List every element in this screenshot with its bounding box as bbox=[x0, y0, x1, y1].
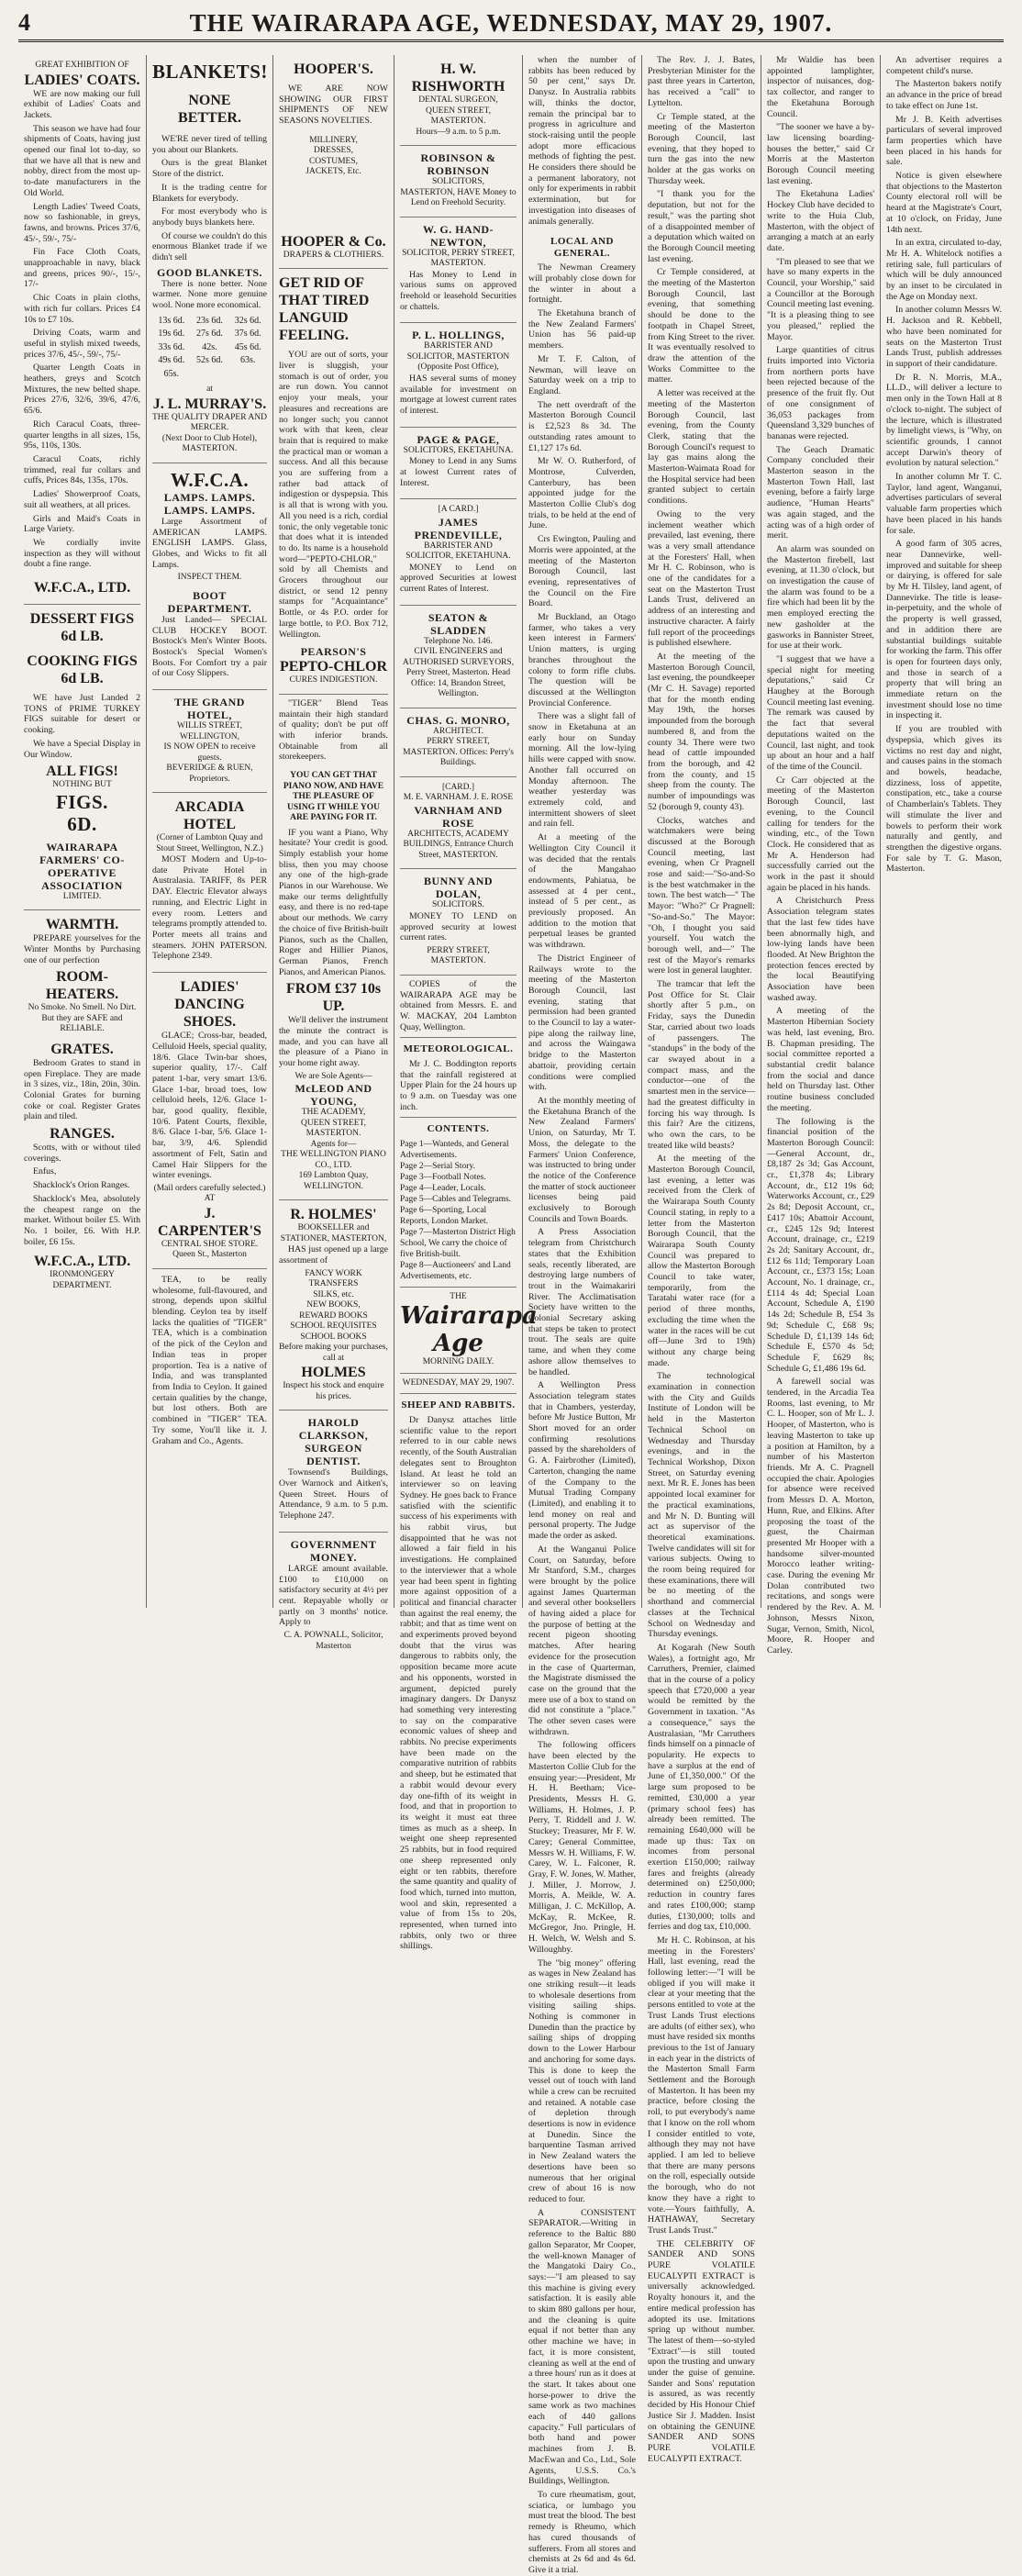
advertiser-name: J. CARPENTER'S bbox=[158, 1205, 261, 1239]
ad-item: Quarter Length Coats in heathers, greys and Scotch Mixtures, the new belted shape. Prices 27/6, 32/6, 39/6, 47/6, 65/6. bbox=[24, 362, 140, 417]
column-3 bbox=[273, 55, 394, 1651]
advertiser-address: Perry Street, Masterton. Head Office: 14, Brandon Street, Wellington. bbox=[405, 668, 511, 699]
ad-subhead: BETTER. bbox=[178, 110, 241, 126]
ad-body: PREPARE yourselves for the Winter Months by Purchasing one of our perfection bbox=[24, 933, 140, 965]
advertiser-name: WAIRARAPA FARMERS' CO-OPERATIVE ASSOCIATION bbox=[39, 840, 125, 892]
paper-nameplate bbox=[400, 1291, 538, 1389]
ad-body: Ours is the great Blanket Store of the district. bbox=[152, 158, 267, 180]
news-item: A Christchurch Press Association telegram states that the last few tides have been abnormally high, and low-lying lands have been flooded. At New Brighton the protection fences erected by the local Beautifying Association have been washed away. bbox=[767, 896, 874, 1003]
ad-headline: COOKING FIGS bbox=[27, 653, 138, 670]
ad-item: Ladies' Showerproof Coats, suit all weathers, at all prices. bbox=[24, 489, 140, 510]
news-item: A Press Association telegram from Christchurch states that the Exhibition seals, recently liberated, are destroying large numbers of trout in the Waimakariri River. The Acclimatisation Society have written to the Colonial Secretary asking that steps be taken to protect trout. The seals are quite tame, and when they come ashore allow themselves to be handled. bbox=[528, 1227, 636, 1377]
ad-item: Shacklock's Mea, absolutely the cheapest range on the market. Without boiler £5. With No. 1 boiler, £6. With H.P. boiler, £6 15s. bbox=[24, 1193, 140, 1247]
chamberlain-ad: If you are troubled with dyspepsia, which gives its victims no rest day and night, and causes pains in the stomach and bowels, headache, dizziness, loss of appetite, constipation, etc., take a course of Chamberlain's Tablets. They will stimulate the liver and bowels to perform their work naturally and gently, and strengthen the digestive organs. For sale by T. G. Mason, Masterton. bbox=[886, 724, 1002, 875]
news-item: At Kogarah (New South Wales), a fortnight ago, Mr Carruthers, Premier, claimed that in the course of a policy speech that £720,000 a year would be remitted by the Government in taxation. "As a consequence," says the Australasian, "Mr Carruthers finds himself on a pinnacle of popularity. He expects to have a surplus at the end of June of £1,350,000." Of the large sum proposed to be remitted, £30,000 a year (primary school fees) has already been remitted. The remaining £640,000 will be made up thus: Tax on incomes from personal exertion £150,000; railway fares and freights (already determined on) £250,000; reduction in country fares and rates £100,000; stamp duties, £130,000; tolls and ferries and dog tax, £10,000. bbox=[648, 1642, 755, 1933]
clarkson-ad bbox=[279, 1411, 388, 1533]
price-cell: 32s 6d. bbox=[234, 315, 261, 326]
advertiser-town: MASTERTON. bbox=[182, 444, 238, 454]
advertiser-address: QUEEN STREET, MASTERTON. bbox=[300, 1118, 367, 1139]
news-item: Mr T. F. Calton, of Newman, will leave on Saturday week on a trip to England. bbox=[528, 353, 636, 396]
ad-item: SCHOOL REQUISITES bbox=[290, 1321, 377, 1332]
contents-item: Page 1—Wanteds, and General Advertisements. bbox=[400, 1139, 509, 1160]
card-label: [CARD.] bbox=[441, 782, 475, 792]
ad-item: FANCY WORK bbox=[305, 1268, 362, 1278]
divider bbox=[400, 1117, 517, 1118]
contents-item: Page 7—Masterton District High School, We carry the choice of five British-built. bbox=[400, 1227, 516, 1259]
copies-notice: COPIES of the WAIRARAPA AGE may be obtained from Messrs. E. and W. MACKAY, 204 Lambton Quay, Wellington. bbox=[400, 978, 517, 1032]
ad-headline: DANCING SHOES. bbox=[174, 997, 245, 1031]
advertiser-name: P. L. HOLLINGS, bbox=[412, 329, 505, 342]
ad-body: This season we have had four shipments of Coats, having just opened our final lot to-day, so that we have all that is new and nobby, direct from the most up-to-date manufacturers in the Old World. bbox=[24, 123, 140, 198]
advertiser-name: PEARSON'S bbox=[300, 645, 367, 659]
news-item: Mr Waldie has been appointed lamplighter, inspector of nuisances, dog-tax collector, and ranger to the Eketahuna Borough Council. bbox=[767, 55, 874, 119]
news-item: In an extra, circulated to-day, Mr H. A. Whitelock notifies a retiring sale, full particulars of which will be duly announced by an inset to be circulated in the Age on Monday next. bbox=[886, 238, 1002, 302]
separator-ad: A CONSISTENT SEPARATOR.—Writing in reference to the Baltic 880 gallon Separator, Mr Cooper, the well-known Manager of the Mangatoki Dairy Co., says:—"I am pleased to say this machine is giving every satisfaction. It is easily able to skim 880 gallons per hour, and the cleaning is quite equal if not better than any other machine we have; in fact, it is more consistent, cleaning as well at the end of a three hours' run as it does at the start. It takes about one horse-power to drive the same work as two machines each of 440 gallons capacity." Full particulars of both hand and power machines from J. B. MacEwan and Co., Ltd., Sole Agents, U.S.S. Co.'s Buildings, Wellington. bbox=[528, 2207, 636, 2487]
ladies-coats-ad bbox=[24, 55, 140, 605]
ad-item: REWARD BOOKS bbox=[299, 1310, 368, 1321]
news-item: Cr Temple considered, at the meeting of the Masterton Borough Council, last evening, that something should be done to the footpath in Chapel Street, from King Street to the river. It was eventually resolved to draw the attention of the Works Committee to the matter. bbox=[648, 267, 755, 385]
news-item: The nett overdraft of the Masterton Borough Council is £2,523 8s 3d. The outstanding rates amount to £1,127 17s 6d. bbox=[528, 399, 636, 453]
ad-headline: GET RID OF THAT TIRED LANGUID FEELING. bbox=[279, 275, 370, 344]
ad-body: We have a Special Display in Our Window. bbox=[24, 738, 140, 760]
ad-body: Of course we couldn't do this enormous Blanket trade if we didn't sell bbox=[152, 230, 267, 263]
advertiser-name: JAMES PRENDEVILLE, bbox=[414, 515, 503, 541]
advertiser-hours: Hours—9 a.m. to 5 p.m. bbox=[416, 127, 501, 137]
pepto-chlor-ad bbox=[279, 269, 388, 694]
ad-subhead: NONE bbox=[188, 93, 231, 108]
ad-body: GLACE; Cross-bar, beaded, Celluloid Heels, special quality, 18/6. Glace Twin-bar shoes, superior quality, 17/-. Calf patent 1-bar, very smart 13/6. Glace 1-bar, broad toes, low celluloid heels, 12/6. Glace 1-bar, good quality, flexible, 10/6. Patent Courts, flexible, 8/6. Glace 1-bar, 5/6. Glace 1-bar, 3/9, 4/6. Splendid assortment of Felt, Satin and Camel Hair Slippers for the winter evenings. bbox=[152, 1031, 267, 1181]
ad-feature: But they are SAFE and RELIABLE. bbox=[41, 1013, 123, 1034]
advertiser-sub: ARCHITECT. bbox=[433, 726, 483, 736]
heaters-ad bbox=[24, 910, 140, 1299]
ad-item: NEW BOOKS, bbox=[306, 1300, 361, 1310]
ad-headline: ALL FIGS! bbox=[46, 764, 118, 780]
ad-headline: WARMTH. bbox=[45, 917, 119, 933]
price-row bbox=[152, 315, 267, 329]
ad-subhead: NOTHING BUT bbox=[52, 780, 112, 790]
advertiser-sub: SOLICITORS, bbox=[431, 177, 485, 186]
ad-item: Shacklock's Orion Ranges. bbox=[33, 1180, 130, 1191]
ad-body: Money to Lend in any Sums at lowest Current rates of Interest. bbox=[400, 456, 517, 488]
advertiser-sub: SOLICITORS, EKETAHUNA. bbox=[403, 445, 514, 455]
ad-subhead: LAMPS. LAMPS. LAMPS. LAMPS. bbox=[163, 490, 256, 517]
contents-item: Page 3—Football Notes. bbox=[400, 1172, 486, 1182]
advertiser-sub: BOOKSELLER and STATIONER, MASTERTON, bbox=[280, 1223, 387, 1243]
advertiser-name: VARNHAM AND ROSE bbox=[414, 803, 503, 830]
advertiser-sub: CIVIL ENGINEERS and AUTHORISED SURVEYORS, bbox=[402, 647, 515, 667]
advertiser-sub: ARCHITECTS, ACADEMY BUILDINGS, Entrance Church Street, MASTERTON. bbox=[403, 829, 514, 860]
ad-headline: GRATES. bbox=[50, 1041, 114, 1057]
price-row bbox=[152, 368, 267, 382]
advertiser-name: BUNNY AND DOLAN, bbox=[423, 875, 494, 901]
advertiser-name: PAGE & PAGE, bbox=[417, 432, 500, 446]
ad-item: Chic Coats in plain cloths, with rich fur collars. Prices £4 10s to £7 10s. bbox=[24, 293, 140, 325]
price-cell: 45s 6d. bbox=[234, 341, 261, 352]
column-1 bbox=[18, 55, 147, 1608]
advertiser-sub: DRAPERS & CLOTHIERS. bbox=[283, 250, 384, 260]
advertiser-dept: IRONMONGERY DEPARTMENT. bbox=[50, 1270, 115, 1290]
news-item: The following officers have been elected by the Masterton Collie Club for the ensuing year:—President, Mr H. H. Beetham; Vice-Presidents, Messrs H. G. Williams, H. Holmes, J. P. Perry, T. Riddell and J. W. Stuckey; Treasurer, Mr F. W. Carey; General Committee, Messrs W. H. Williams, F. W. Carey, W. L. Falconer, R. Gray, F. W. Jones, W. Mather, J. Miller, J. Morrow, J. Morris, A. Meikle, W. A. Milligan, J. C. McKillop, A. McKay, R. McKee, R. McGregor, Jno. Pringle, H. H. Welch, W. Welsh and S. Willoughby. bbox=[528, 1740, 636, 1955]
advertiser-name: W.F.C.A., LTD. bbox=[33, 1254, 131, 1270]
price-cell bbox=[191, 368, 229, 382]
news-item: Mr H. C. Robinson, at his meeting in the Foresters' Hall, last evening, read the following letter:—"I will be obliged if you will make it clear at your meeting that the persons entitled to vote at the Trust Lands Trust elections are adults (of either sex), who must have resided six months previous to the 1st of January in each year in the districts of the Masterton Small Farm Settlement and the Borough of Masterton. It has been my practice, before closing the roll, to put everybody's name that I know on the roll whom I consider entitled to vote, although they may not have applied. I am led to believe that there are many persons on the roll, especially outside the borough, who do not know they have a right to vote.—Yours faithfully, A. HATHAWAY, Secretary Trust Lands Trust." bbox=[648, 1935, 755, 2236]
news-item: There was a slight fall of snow in Eketahuna at an early hour on Sunday morning. All the low-lying hills were capped with snow. Another fall occurred on Monday afternoon. The weather yesterday was extremely cold, and intermittent showers of sleet and rain fell. bbox=[528, 711, 636, 830]
ad-footer: We cordially invite inspection as they will without doubt a fine range. bbox=[24, 537, 140, 570]
hand-newton-card bbox=[400, 217, 517, 324]
ad-price: FROM £37 10s UP. bbox=[285, 981, 382, 1015]
news-item: Owing to the very inclement weather which prevailed, last evening, there was a very small attendance at the Foresters' Hall, when Mr H. C. Robinson, who is one of the candidates for a seat on the Masterton Trust Lands Trust, delivered an address of an interesting and instructive character. A fairly full report of the proceedings is published elsewhere. bbox=[648, 508, 755, 649]
ad-item: Enfus, bbox=[33, 1166, 57, 1177]
advertiser-name: THE WELLINGTON PIANO CO., LTD. bbox=[281, 1150, 386, 1170]
ad-body: Has Money to Lend in various sums on approved freehold or leasehold Securities or chattels. bbox=[400, 269, 517, 312]
price-row bbox=[152, 341, 267, 355]
divider bbox=[400, 1287, 517, 1288]
advertiser-name: HAROLD CLARKSON, SURGEON DENTIST. bbox=[298, 1416, 369, 1468]
ad-note: (Mail orders carefully selected.) bbox=[153, 1183, 266, 1193]
nameplate-title: Wairarapa Age bbox=[400, 1302, 538, 1358]
ad-body: HAS several sums of money available for investment on mortgage at lowest current rates of interest. bbox=[400, 373, 517, 416]
ad-at: AT bbox=[204, 1194, 216, 1204]
news-item: The tramcar that left the Post Office for St. Clair shortly after 5 p.m., on Friday, says the Dunedin Star, carried about two loads of passengers. The "standups" in the body of the car swayed about in a compact mass, and the conductor—one of the smartest men in the service—had the greatest difficulty in forcing his way through. Is this fair? Are the citizens, who own the cars, to be treated like wild beasts? bbox=[648, 979, 755, 1151]
news-item: Large quantities of citrus fruits imported into Victoria from northern ports have been rejected because of the presence of the fruit fly. Out of one consignment of 36,053 packages from Queensland 3,329 bunches of bananas were rejected. bbox=[767, 345, 874, 441]
advertiser-name: CHAS. G. MONRO, bbox=[406, 713, 510, 727]
ad-item: Scotts, with or without tiled coverings. bbox=[24, 1143, 140, 1164]
ad-headline: W.F.C.A. bbox=[170, 468, 250, 491]
leader-continued: when the number of rabbits has been reduced by 50 per cent," says Dr. Danysz. In Australia rabbits will, thinks the doctor, remain the principal bar to progress in agriculture and stock-raising until the people adopt more efficacious methods of fighting the pest. He considers there should be a permanent laboratory, not only for experiments in rabbit extermination, but for investigation into diseases of animals generally. bbox=[528, 55, 636, 227]
government-money-ad bbox=[279, 1533, 388, 1659]
news-item: The Eketahuna Ladies' Hockey Club have decided to write to the Huia Club, Masterton, with the object of arranging a match at an early date. bbox=[767, 189, 874, 253]
price-cell: 33s 6d. bbox=[158, 341, 185, 352]
news-item: At a meeting of the Wellington City Council it was decided that the rentals of the Mangahao endowments, Pahiatua, be assessed at 4 per cent., instead of 5 per cent., as previously proposed. An addition to the motion that perpetual leases be granted was withdrawn. bbox=[528, 832, 636, 951]
news-item: Crs Ewington, Pauling and Morris were appointed, at the meeting of the Masterton Borough Council, last evening, representatives of the Council on the Fire Board. bbox=[528, 534, 636, 609]
advertiser-name: W.F.C.A., LTD. bbox=[33, 580, 131, 597]
card-label: [A CARD.] bbox=[438, 505, 479, 515]
advertiser-sub: BARRISTER AND SOLICITOR, MASTERTON (Opposite Post Office), bbox=[406, 341, 510, 373]
ad-headline: THE GRAND HOTEL, bbox=[174, 696, 245, 722]
advertiser-address: (Next Door to Club Hotel), bbox=[161, 433, 258, 443]
advertiser-sub: THE ACADEMY, bbox=[301, 1108, 366, 1118]
advertiser-phone: Telephone No. 146. bbox=[424, 636, 493, 646]
contents-item: Page 5—Cables and Telegrams. bbox=[400, 1194, 512, 1204]
advertiser-sub: DENTAL SURGEON, bbox=[418, 95, 498, 105]
news-item: The Rev. J. J. Bates, Presbyterian Minister for the past three years in Carterton, has received a "call" to Lyttelton. bbox=[648, 55, 755, 108]
ad-intro: WE are now making our full exhibit of Ladies' Coats and Jackets. bbox=[24, 88, 140, 120]
partner-names: M. E. VARNHAM. J. E. ROSE bbox=[403, 793, 514, 803]
ad-item: Length Ladies' Tweed Coats, now so fashionable, in greys, fawns, and browns. Prices 37/6, 45/-, 59/-, 75/- bbox=[24, 201, 140, 244]
column-5 bbox=[523, 55, 642, 2575]
news-item: An alarm was sounded on the Masterton firebell, last evening, at 11.30 o'clock, but on investigation the cause of the alarm was found to be a fire which had been lit by the men employed erecting the new gasholder at the gasworks in Bannister Street, for use at their work. bbox=[767, 543, 874, 652]
column-6 bbox=[642, 55, 761, 2464]
price-cell bbox=[228, 368, 267, 382]
ad-headline: ROOM-HEATERS. bbox=[45, 969, 119, 1003]
ad-feature: No Smoke. No Smell. No Dirt. bbox=[28, 1003, 137, 1013]
ad-item: Driving Coats, warm and useful in stylish mixed tweeds, prices 37/6, 45/-, 59/-, 75/- bbox=[24, 328, 140, 360]
ad-price: 6d LB. bbox=[61, 671, 104, 687]
price-cell: 27s 6d. bbox=[196, 329, 223, 340]
ad-address: WILLIS STREET, WELLINGTON, bbox=[176, 721, 243, 742]
eucalypti-ad: THE CELEBRITY OF SANDER AND SONS PURE VOLATILE EUCALYPTI EXTRACT is universally acknowledged. Royalty honours it, and the entire medical profession has adopted its use. Imitations spring up without number. The latest of them—so-styled "Extract"—is still touted upon the trusting and unwary under the guise of genuine. Sander and Sons' reputation is assured, as was recently decided by His Honour Chief Justice Sir J. Madden. Insist on obtaining the GENUINE SANDER AND SONS PURE VOLATILE EUCALYPTI EXTRACT. bbox=[648, 2238, 755, 2464]
price-cell: 65s. bbox=[163, 368, 180, 379]
ad-body: IF you want a Piano, Why hesitate? Your credit is good. Simply establish your home bliss, then you may choose any one of the high-grade Pianos in our Warehouse. We make our terms delightfully easy, and there is no red-tape about our methods. We carry the choice of five British-built Pianos, such as the Challen, Roger and Hillier Pianos, German Pianos, French Pianos, and American Pianos. bbox=[279, 827, 388, 977]
advertiser-address: Queen St., Masterton bbox=[172, 1250, 247, 1260]
ad-body: MOST Modern and Up-to-date Private Hotel in Australasia. TARIFF, 8s PER DAY. Electric Elevator always running, and Electric Light in every room. Letters and telegrams promptly attended to. Porter meets all trains and steamers. JOHN PATERSON. Telephone 2349. bbox=[152, 854, 267, 962]
advertiser-name: McLEOD AND YOUNG, bbox=[294, 1082, 372, 1109]
price-cell: 37s 6d. bbox=[234, 329, 261, 340]
ad-price: 6D. bbox=[67, 812, 97, 835]
ad-body: WE'RE never tired of telling you about our Blankets. bbox=[152, 134, 267, 155]
price-cell: 23s 6d. bbox=[196, 315, 223, 326]
ad-body: YOU are out of sorts, your liver is sluggish, your stomach is out of order, you are run down. You cannot enjoy your meals, your pleasures and recreations are no longer such; you cannot work with that keen, clear brain that is required to make the practical man or woman a success. And all this because you are suffering from a rather bad attack of indigestion or dyspepsia. This is all that is wrong with you. All you need is a rich, cordial tonic, the only vegetable tonic that does what it is intended to do. Its name is a household word—"PEPTO-CHLOR," sold by all Chemists and Grocers throughout our district, or send 12 penny stamps for "Acquaintance" Bottle, or 4s P.O. order for large bottle, to P.O. Box 712, Wellington. bbox=[279, 350, 388, 640]
nameplate-sub: MORNING DAILY. bbox=[422, 1357, 494, 1367]
robinson-card bbox=[400, 146, 517, 217]
ad-signature: BEVERIDGE & RUEN, Proprietors. bbox=[166, 764, 253, 784]
monro-card bbox=[400, 708, 517, 777]
news-item: Notice is given elsewhere that objections to the Masterton County electoral roll will be heard at the Magistrate's Court, at 10 o'clock, on Friday, June 14th next. bbox=[886, 171, 1002, 235]
advertiser-sub: SOLICITOR, PERRY STREET, MASTERTON. bbox=[402, 248, 515, 268]
news-item: A meeting of the Masterton Hibernian Society was held, last evening, Bro. B. Chapman presiding. The social committee reported a substantial credit balance from the social and dance held on Thursday last. Other routine business concluded the meeting. bbox=[767, 1006, 874, 1113]
meteorological-text: Mr J. C. Boddington reports that the rainfall registered at Upper Plain for the 24 hours up to 9 a.m. on Tuesday was one inch. bbox=[400, 1058, 517, 1112]
news-item: A Wellington Press Association telegram states that in Chambers, yesterday, before Mr Justice Button, Mr Short moved for an order confirming resolutions passed by the shareholders of G. A. Fairbrother (Limited), Carterton, changing the name of the Company to the Mutual Trading Company (Limited), and enabling it to lend money on real and personal property. The Judge made the order as asked. bbox=[528, 1380, 636, 1542]
advertiser-name: R. HOLMES' bbox=[290, 1207, 377, 1223]
ad-note: Inspect his stock and enquire his prices. bbox=[283, 1381, 384, 1401]
figs-ad bbox=[24, 605, 140, 910]
ad-body: WE have Just Landed 2 TONS of PRIME TURKEY FIGS suitable for desert or cooking. bbox=[24, 693, 140, 736]
blankets-ad bbox=[152, 55, 267, 463]
news-item: The technological examination in connection with the City and Guilds Institute of London will be held in the Masterton Technical School on Wednesday and Thursday evenings, and in the Technical Workshop, Dixon Street, on Saturday evening next. Mr R. E. Jones has been appointed local examiner for the practical examinations, and Mr N. D. Bunting will act as supervisor of the theoretical examinations. Twelve candidates will sit for various subjects. Owing to the room being required for these examinations, there will be no meeting of the shorthand and commercial classes at the Technical School on Wednesday and Thursday evenings. bbox=[648, 1371, 755, 1640]
rishworth-card bbox=[400, 55, 517, 146]
column-7 bbox=[761, 55, 881, 1656]
ad-item: SILKS, etc. bbox=[313, 1289, 354, 1299]
advertiser-address: PERRY STREET, MASTERTON. bbox=[427, 945, 490, 966]
news-item: At the meeting of the Masterton Borough Council, last evening, a letter was received from the Clerk of the Wairarapa South County Council stating, in reply to a letter from the Masterton Borough Council, that the Wairarapa South County Council was prepared to allow the Masterton Borough Council to take water, temporarily, from the Taratahi water race (for a period of three months, excluding the time when the water in the races will be cut off—June 3rd to 19th) without any charge being made. bbox=[648, 1154, 755, 1368]
ad-body: WE ARE NOW SHOWING OUR FIRST SHIPMENTS OF NEW SEASONS NOVELTIES. bbox=[279, 84, 388, 127]
news-item: The District Engineer of Railways wrote to the meeting of the Masterton Borough Council, last evening, stating that permission had been granted to the Council to lay a water-pipe along the railway line, and across the Waingawa bridge to the Masterton abattoir, providing certain conditions were complied with. bbox=[528, 953, 636, 1093]
price-cell: 19s 6d. bbox=[158, 329, 185, 340]
news-item: The "big money" offering as wages in New Zealand has one striking result—it leads to wholesale desertions from visiting sailing ships. Nothing is commoner in Dunedin than the practice by sailing ships of dropping down to the Lower Harbour and anchoring for some days. This is done to keep the vessel out of touch with land while a crew can be recruited and retained. A notable case of depletion through desertions is now in evidence at Dunedin. Since the barquentine Tasman arrived in New Zealand waters the desertions have been so numerous that her original crew of about 16 is now reduced to four. bbox=[528, 1957, 636, 2204]
ad-item: SCHOOL BOOKS bbox=[300, 1332, 367, 1342]
dancing-shoes-ad bbox=[152, 973, 267, 1269]
ad-body: For most everybody who is anybody buys blankets here. bbox=[152, 206, 267, 228]
news-item: An advertiser requires a competent child's nurse. bbox=[886, 55, 1002, 76]
ad-subhead: GOOD BLANKETS. bbox=[156, 265, 263, 279]
ad-body: Large Assortment of AMERICAN LAMPS. ENGLISH LAMPS. Glass, Globes, and Wicks to fit all Lamps. bbox=[152, 516, 267, 570]
news-item: Dr R. N. Morris, M.A., LL.D., will deliver a lecture to men only in the Town Hall at 8 o'clock to-night. The subject of the lecture, which is illustrated by limelight views, is "Why, on scientific grounds, I cannot accept Darwin's theory of evolution by natural selection." bbox=[886, 372, 1002, 469]
ad-callout: INSPECT THEM. bbox=[177, 573, 242, 583]
leader-text: Dr Danysz attaches little scientific value to the report referred to in our cable news recently, of the South Australian delegates sent to Broughton Island. At least he told an interviewer so on leaving Sydney. He goes back to France satisfied with the scientific success of his experiments with his rabbit virus, but disappointed that he was not allowed a fair field in his investigations. He complained to the interviewer that a whole year had been spent in fighting more against opposition of a political and financial character than against the real enemy, the rabbit; and that as time went on and experiments proved beyond doubt that the virus was dangerous to rabbits only, the opposition became more acute and his opponents, worsted in argument, depicted purely imaginary dangers. Dr Danysz had something very interesting to say on the comparative economic values of sheep and rabbits. No precise experiments have been made on the comparative nutrition of rabbits and sheep, but he estimated that a rabbit would devour every day one-fifth of its weight in food, and that in proportion to its weight it must eat three times as much as a sheep. In weight one sheep represented 25 rabbits, but in food required one sheep represented only eight or ten rabbits, therefore the same quantity and quality of food which, turned into mutton, wool and skin, represented a value of from 15s to 20s, represented, when turned into rabbits, only two or three shillings. bbox=[400, 1414, 517, 1952]
divider bbox=[400, 1037, 517, 1038]
tiger-blend-ad: "TIGER" Blend Teas maintain their high standard of quality; don't be put off with inferior brands. Obtainable from all storekeepers. bbox=[279, 697, 388, 763]
grand-hotel-ad bbox=[152, 690, 267, 793]
ad-item: Rich Caracul Coats, three-quarter lengths in all sizes, 15s, 95s, 110s, 130s. bbox=[24, 418, 140, 452]
news-item: A letter was received at the meeting of the Masterton Borough Council, last evening, from the County Clerk, stating that the Borough Council's request to lay gas mains along the Masterton-Waimata Road for the Hospital service had been granted subject to certain conditions. bbox=[648, 388, 755, 507]
advertiser-name: HOLMES bbox=[301, 1365, 366, 1381]
arcadia-hotel-ad bbox=[152, 793, 267, 973]
ad-headline: LADIES' bbox=[180, 979, 239, 996]
seaton-sladden-card bbox=[400, 606, 517, 708]
ad-body: MONEY to Lend on approved Securities at lowest current Rates of Interest. bbox=[400, 562, 517, 595]
ad-headline: HOOPER'S. bbox=[294, 61, 373, 77]
contents-item: Page 4—Leader, Locals. bbox=[400, 1183, 486, 1193]
ad-item: COSTUMES, bbox=[308, 156, 359, 166]
ad-headline: ARCADIA HOTEL bbox=[174, 799, 245, 833]
ad-body: There is none better. None warmer. None more genuine wool. None more economical. bbox=[152, 278, 267, 311]
news-item: The Eketahuna branch of the New Zealand Farmers' Union has 56 paid-up members. bbox=[528, 308, 636, 351]
ad-item: TRANSFERS bbox=[308, 1279, 359, 1289]
advertiser-name: W. G. HAND-NEWTON, bbox=[422, 222, 494, 249]
ad-item: JACKETS, Etc. bbox=[305, 167, 361, 177]
news-item: Clocks, watches and watchmakers were being discussed at the Borough Council meeting, last evening, when Cr Pragnell rose and said:—"So-and-So is the best watchmaker in the town. The best watch—" The Mayor: "Who?" Cr Pragnell: "So-and-So." The Mayor: "Oh, I thought you said yourself. You watch the borough well, and—" The rest of the Mayor's remarks were lost in general laughter. bbox=[648, 815, 755, 976]
advertiser-address: 169 Lambton Quay, WELLINGTON. bbox=[298, 1171, 369, 1191]
news-item: "I thank you for the deputation, but not for the result," was the parting shot of a disappointed member of a deputation which waited on the Borough Council meeting last evening. bbox=[648, 189, 755, 264]
ad-body: HAS just opened up a large assortment of bbox=[279, 1244, 388, 1266]
leader-title: SHEEP AND RABBITS. bbox=[401, 1400, 516, 1411]
news-item: Cr Temple stated, at the meeting of the Masterton Borough Council, last evening, that they hoped to turn the gas into the new holder at the gas works on Thursday week. bbox=[648, 111, 755, 186]
news-item: At the Wanganui Police Court, on Saturday, before Mr Stanford, S.M., charges were brought by the police against James Quarterman and several other booksellers of having aided a place for the purpose of betting at the recent pigeon shooting matches. After hearing evidence for the prosecution in the case of Quarterman, the Magistrate dismissed the case on the ground that the mere use of a box to stand on did not constitute a "place." The other seven cases were withdrawn. bbox=[528, 1544, 636, 1737]
advertiser-sub: THE QUALITY DRAPER AND MERCER. bbox=[152, 412, 267, 433]
ad-kicker: GREAT EXHIBITION OF bbox=[35, 61, 129, 70]
ad-headline: DESSERT FIGS bbox=[29, 611, 135, 628]
advertiser-sub: SOLICITORS. bbox=[431, 900, 485, 910]
news-item: Mr W. O. Rutherford, of Montrose, Culverden, Canterbury, has been appointed judge for the Masterton Collie Club's dog trials, to be held at the end of June. bbox=[528, 456, 636, 531]
price-table bbox=[152, 315, 267, 382]
page-and-page-card bbox=[400, 428, 517, 500]
bunny-dolan-card bbox=[400, 869, 517, 976]
columns bbox=[18, 55, 1007, 2575]
news-item: A good farm of 305 acres, near Dannevirke, well-improved and suitable for sheep or dairying, is offered for sale by Mr H. Tilsley, land agent, of Dannevirke. The title is lease-in-perpetuity, and the whole of the property is well grassed, and in addition there are substantial buildings suitable for working the farm. This offer is open for fourteen days only, and those in search of a property that will bring an immediate return on the investment should lose no time in inspecting it. bbox=[886, 539, 1002, 721]
piano-ad bbox=[279, 765, 388, 1200]
ad-body: Just Landed— SPECIAL CLUB HOCKEY BOOT. Bostock's Men's Winter Boots. Bostock's Special Women's Boots. For Comfort try a pair of our Cosy Slippers. bbox=[152, 614, 267, 679]
advertiser-name: HOOPER & Co. bbox=[281, 233, 386, 250]
hollings-card bbox=[400, 323, 517, 427]
ad-body: LARGE amount available. £100 to £10,000 on satisfactory security at 4½ per cent. Repayable wholly or partly on 3 months' notice. Apply to bbox=[279, 1563, 388, 1628]
news-item: The Geach Dramatic Company concluded their Masterton season in the Masterton Town Hall, last evening, before a fairly large audience, "Human Hearts" was again staged, and the acting was of a high order of merit. bbox=[767, 444, 874, 541]
varnham-rose-card bbox=[400, 777, 517, 870]
masthead bbox=[18, 6, 1004, 42]
ad-address: (Corner of Lambton Quay and Stout Street, Wellington, N.Z.) bbox=[156, 833, 263, 853]
ad-note: We are Sole Agents— bbox=[294, 1071, 372, 1081]
ad-headline: BLANKETS! bbox=[152, 61, 268, 83]
price-cell: 49s 6d. bbox=[158, 355, 185, 366]
advertiser-sub: CENTRAL SHOE STORE. bbox=[161, 1239, 259, 1249]
ad-item: DRESSES, bbox=[313, 146, 354, 156]
ad-body: IS NOW OPEN to receive guests. bbox=[163, 742, 256, 763]
newspaper-title: THE WAIRARAPA AGE, WEDNESDAY, MAY 29, 1907. bbox=[189, 9, 833, 37]
product-tagline: CURES INDIGESTION. bbox=[289, 675, 378, 686]
ad-body: We'll deliver the instrument the minute the contract is made, and you can have all the pleasure of a Piano in your home right away. bbox=[279, 1015, 388, 1069]
page-number: 4 bbox=[18, 9, 30, 36]
divider bbox=[400, 1373, 517, 1374]
news-item: Mr Buckland, an Otago farmer, who takes a very keen interest in Farmers' Union matters, is urging branches throughout the colony to form rifle clubs. The question will be discussed at the Wellington Provincial Conference. bbox=[528, 612, 636, 708]
local-general-title: LOCAL AND GENERAL. bbox=[550, 236, 614, 259]
ad-body: It is the trading centre for Blankets for everybody. bbox=[152, 182, 267, 204]
ad-note: Before making your purchases, call at bbox=[279, 1343, 388, 1363]
ad-subhead: BOOT DEPARTMENT. bbox=[167, 588, 252, 615]
news-item: Mr J. B. Keith advertises particulars of several improved farm properties which have been placed in his hands for sale. bbox=[886, 114, 1002, 168]
ad-headline: GOVERNMENT MONEY. bbox=[290, 1537, 377, 1564]
ad-body: Bedroom Grates to stand in open Fireplace. They are made in 3 sizes, viz., 18in, 20in, 30in. Colonial Grates for burning coke or coal. Register Grates plain and tiled. bbox=[24, 1057, 140, 1122]
ad-item: Fin Face Cloth Coats, unapproachable in navy, black and greens, prices 90/-, 15/-, 17/- bbox=[24, 247, 140, 290]
news-item: The Masterton bakers notify an advance in the price of bread to take effect on June 1st. bbox=[886, 79, 1002, 111]
news-item: Cr Carr objected at the meeting of the Masterton Borough Council, last evening, to the Council calling for tenders for the winding, etc., of the Town Clock. He considered that as Mr A. Henderson had successfully carried out the work in the past it should again be placed in his hands. bbox=[767, 775, 874, 893]
news-item: "The sooner we have a by-law licensing boarding-houses the better," said Cr Morris at the Masterton Borough Council meeting last evening. bbox=[767, 122, 874, 186]
news-item: "I suggest that we have a special night for meeting deputations," said Cr Haughey at the Borough Council meeting last evening. The remark was caused by the fact that several deputations waited on the Council, last night, and took up about an hour and a half of the time of the Council. bbox=[767, 653, 874, 772]
contents-item: Page 6—Sporting, Local Reports, London Market. bbox=[400, 1205, 489, 1226]
advertiser-name: J. L. MURRAY'S. bbox=[152, 396, 267, 412]
ad-body: MONEY TO LEND on approved security at lowest current rates. bbox=[400, 910, 517, 943]
nameplate-date: WEDNESDAY, MAY 29, 1907. bbox=[402, 1377, 515, 1388]
news-item: The following is the financial position of the Masterton Borough Council:—General Account, dr., £8,187 2s 3d; Gas Account, cr., £1,378 4s; Library Account, dr., £12 19s 6d; Waterworks Account, cr., £29 2s 8d; Deposit Account, cr., £417 10s; Abattoir Account, cr., £245 12s 9d; Interest Account, drainage, cr., £219 2s 2d; Sanitary Account, dr., £12 6s 11d; Temporary Loan Account, cr., £373 15s; Loan Account, No. 1 drainage, cr., £114 4s 4d; Special Loan Account, Schedule A, £190 14s 2d; Schedule B, £54 3s 9d; Schedule C, £68 9s; Schedule D, £1,139 14s 6d; Schedule E, £570 4s 5d; Schedule F, £629 8s; Schedule G, £1,486 19s 6d. bbox=[767, 1116, 874, 1374]
nameplate-the: THE bbox=[450, 1291, 467, 1301]
price-row bbox=[152, 354, 267, 368]
news-item: In another column Mr T. C. Taylor, land agent, Wanganui, advertises particulars of several valuable farm properties which have been placed in his hands for sale. bbox=[886, 472, 1002, 536]
ad-headline: RANGES. bbox=[50, 1126, 115, 1143]
advertiser-address: QUEEN STREET, MASTERTON. bbox=[425, 106, 492, 126]
ad-headline: LADIES' COATS. bbox=[24, 72, 140, 88]
contents-item: Page 8—Auctioneers' and Land Advertisements, etc. bbox=[400, 1260, 511, 1281]
prendeville-card bbox=[400, 499, 517, 606]
price-row bbox=[152, 328, 267, 341]
ad-price: 6d LB. bbox=[61, 629, 104, 645]
news-item: In another column Messrs W. H. Jackson and R. Kebbell, who have been nominated for seats on the Masterton Trust Lands Trust, publish addresses in support of their candidature. bbox=[886, 305, 1002, 369]
holmes-ad bbox=[279, 1200, 388, 1411]
news-item: At the meeting of the Masterton Borough Council, last evening, the poundkeeper (Mr C. H. Savage) reported that for the month ending May 19th, the horses impounded from the borough numbered 8, and from the county 34. There were two head of cattle impounded from the borough, and 42 from the county, and 15 sheep from the county. The number of impoundings was 52 (borough 9, county 43). bbox=[648, 651, 755, 812]
price-cell: 42s. bbox=[202, 341, 217, 352]
tiger-tea-ad: TEA, to be really wholesome, full-flavoured, and strong, depends upon skilful blending. Ceylon tea by itself lacks the qualities of "TIGER" TEA, which is a combination of the pick of the Ceylon and Indian teas in proper proportion. Tea is a native of India, and was transplanted from India to Ceylon. It gained certain qualities by the change, but lost others. Both are combined in "TIGER" TEA. Try some, You'll like it. J. Graham and Co., Agents. bbox=[152, 1274, 267, 1446]
advertiser-name: ROBINSON & ROBINSON bbox=[420, 151, 496, 177]
price-cell: 52s 6d. bbox=[196, 355, 223, 366]
ad-note: Agents for— bbox=[310, 1139, 357, 1149]
meteorological-title: METEOROLOGICAL. bbox=[403, 1043, 514, 1055]
wfca-lamps-ad bbox=[152, 463, 267, 690]
contents-item: Page 2—Serial Story. bbox=[400, 1161, 475, 1171]
product-name: PEPTO-CHLOR bbox=[279, 659, 388, 675]
news-item: The Newman Creamery will probably close down for the winter in about a fortnight. bbox=[528, 262, 636, 306]
ad-item: MILLINERY, bbox=[309, 135, 358, 145]
column-8 bbox=[881, 55, 1007, 1608]
news-item: "I'm pleased to see that we have so many experts in the Council, your Worship," said a Councillor at the Borough Council meeting last evening. "It is a pleasing thing to see you pleased," replied the Mayor. bbox=[767, 256, 874, 342]
ad-body: Townsend's Buildings, Over Warnock and Aitken's, Queen Street. Hours of Attendance, 9 a.m. to 5 p.m. Telephone 247. bbox=[279, 1467, 388, 1522]
contents-list bbox=[400, 1139, 517, 1282]
hooper-ad bbox=[279, 55, 388, 269]
ad-item: Caracul Coats, richly trimmed, real fur collars and cuffs, Prices 84s, 135s, 170s. bbox=[24, 454, 140, 486]
column-4 bbox=[394, 55, 538, 1952]
rheumo-ad: To cure rheumatism, gout, sciatica, or lumbago you must treat the blood. The best remedy is Rheumo, which has cured thousands of sufferers. From all stores and chemists at 2s 6d and 4s 6d. Give it a trial. bbox=[528, 2489, 636, 2575]
price-cell: 13s 6d. bbox=[158, 315, 185, 326]
divider bbox=[400, 1393, 517, 1394]
ad-item: Girls and Maid's Coats in Large Variety. bbox=[24, 513, 140, 535]
advertiser-name: H. W. RISHWORTH bbox=[411, 61, 505, 95]
ad-headline: YOU CAN GET THAT PIANO NOW, AND HAVE THE PLEASURE OF USING IT WHILE YOU ARE PAYING FOR IT. bbox=[283, 771, 384, 823]
ad-headline: FIGS. bbox=[56, 790, 108, 813]
news-item: At the monthly meeting of the Eketahuna Branch of the New Zealand Farmers' Union, on Saturday, Mr T. Moss, the delegate to the Farmers' Union Conference, was instructed to bring under the notice of the Conference the matter of stock auctioneer licenses being paid exclusively to Borough Councils and Town Boards. bbox=[528, 1095, 636, 1224]
advertiser-name: SEATON & SLADDEN bbox=[428, 610, 489, 637]
advertiser-suffix: LIMITED. bbox=[62, 891, 102, 901]
ad-body: MASTERTON, HAVE Money to Lend on Freehold Security. bbox=[400, 187, 517, 207]
price-cell: 63s. bbox=[239, 355, 256, 366]
advertiser-sub: BARRISTER AND SOLICITOR, EKETAHUNA. bbox=[405, 541, 511, 562]
advertiser-address: PERRY STREET, MASTERTON. Offices: Perry's Buildings. bbox=[403, 737, 514, 768]
ad-signature: C. A. POWNALL, Solicitor, Masterton bbox=[283, 1631, 383, 1651]
news-item: A farewell social was tendered, in the Arcadia Tea Rooms, last evening, to Mr C. L. Hooper, son of Mr L. J. Hooper, of Masterton, who is leaving Masterton to take up a position at Hamilton, by a number of his Masterton friends. Mr A. C. Pragnell occupied the chair. Apologies for absence were received from Messrs D. A. Morton, Hunn, Rue, and Elkins. After proposing the toast of the guest, the Chairman presented Mr Hooper with a handsome silver-mounted Morocco leather writing-case. During the evening Mr Dolan contributed two recitations, and songs were rendered by the Rev. A. M. Johnson, Messrs Nixon, Sugar, Vernon, Smith, Nicol, Moore, R. Hooper and Carley. bbox=[767, 1377, 874, 1656]
column-2 bbox=[147, 55, 273, 1608]
ad-at: at bbox=[206, 385, 213, 395]
contents-title: CONTENTS. bbox=[427, 1123, 490, 1135]
